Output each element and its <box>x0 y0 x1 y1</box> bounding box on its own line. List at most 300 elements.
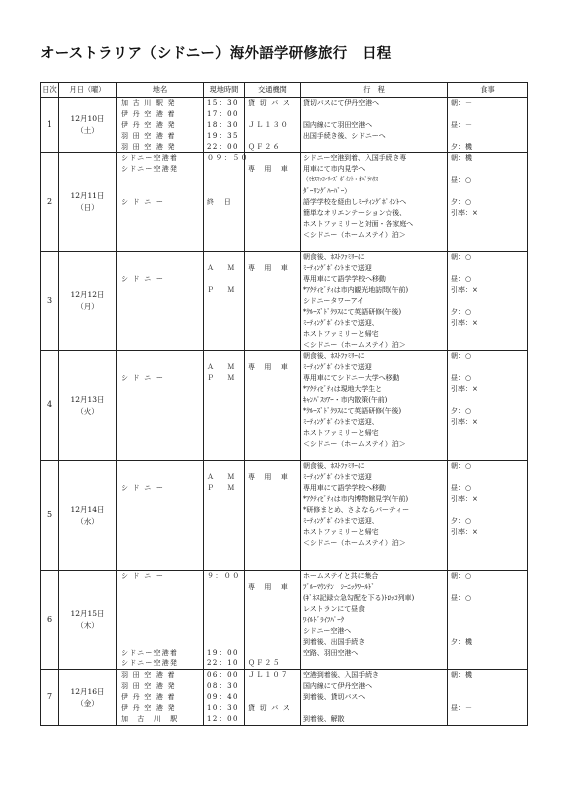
day-date-cell <box>59 670 117 725</box>
itinerary-line: ＜シドニー（ホームステイ）泊＞ <box>303 439 406 448</box>
itinerary-line: ホームステイと共に集合 <box>303 572 379 581</box>
time-line: 終 日 <box>207 198 233 207</box>
itinerary-line: ＜シドニー（ホームステイ）泊＞ <box>303 340 406 349</box>
transport-line <box>245 318 300 329</box>
time-line: Ｐ Ｍ <box>207 484 236 493</box>
itinerary-cell <box>301 571 448 670</box>
meal-line: 昼：－ <box>451 120 472 129</box>
place-line <box>117 340 203 351</box>
place-line <box>117 626 203 637</box>
time-line <box>204 626 244 637</box>
place-line <box>117 428 203 439</box>
time-line <box>204 296 244 307</box>
itinerary-cell <box>301 252 448 351</box>
itinerary-line: ｷｬﾝﾊﾟｽﾂｱｰ・市内散策(午前) <box>303 396 388 405</box>
itinerary-line: ﾐｰﾃｨﾝｸﾞﾎﾟｲﾝﾄまで送迎 <box>303 363 372 372</box>
day-number: 5 <box>41 461 59 571</box>
place-line: シドニー空港着 <box>121 154 179 163</box>
place-line: 羽 田 空 港 発 <box>121 682 176 691</box>
itinerary-line: ﾐｰﾃｨﾝｸﾞﾎﾟｲﾝﾄまで送迎 <box>303 264 372 273</box>
day-date: 12月12日 <box>70 290 105 300</box>
meal-line: 夕：○ <box>451 406 472 415</box>
place-line <box>117 208 203 219</box>
day-row <box>41 670 528 725</box>
meal-line: 昼：○ <box>451 594 472 603</box>
place-line: 伊 丹 空 港 着 <box>121 109 176 118</box>
header-row <box>41 83 528 98</box>
place-cell <box>117 571 204 670</box>
time-line <box>204 384 244 395</box>
itinerary-line: ホストファミリーと帰宅 <box>303 329 379 338</box>
day-weekday: （土） <box>76 126 99 136</box>
time-line: 17：00 <box>207 109 239 118</box>
meal-line <box>448 450 527 461</box>
time-line <box>204 186 244 197</box>
place-line: 伊 丹 空 港 着 <box>121 693 176 702</box>
itinerary-line: *研修まとめ、さよならパーティー <box>303 505 410 514</box>
time-line <box>204 318 244 329</box>
meals-cell <box>448 571 528 670</box>
time-line <box>204 406 244 417</box>
itinerary-line: 出国手続き後、シドニーへ <box>303 131 386 140</box>
meal-line: 朝：機 <box>451 154 472 163</box>
transport-cell <box>245 98 301 153</box>
place-cell <box>117 461 204 571</box>
itinerary-line: *ｱｸﾃｨﾋﾞﾃｨは市内観光地訪問(午前) <box>303 286 408 295</box>
itinerary-line: ﾐｰﾃｨﾝｸﾞﾎﾟｲﾝﾄまで送迎、 <box>303 318 379 327</box>
time-cell <box>204 252 245 351</box>
transport-line <box>245 450 300 461</box>
place-line <box>117 329 203 340</box>
transport-line <box>245 153 300 164</box>
itinerary-cell <box>301 351 448 461</box>
transport-cell <box>245 252 301 351</box>
transport-line <box>245 571 300 582</box>
transport-cell <box>245 351 301 461</box>
itinerary-line: 専用車にて語学学校へ移動 <box>303 275 386 284</box>
transport-line <box>245 252 300 263</box>
transport-line <box>245 197 300 208</box>
meal-line: 引率：× <box>451 417 478 426</box>
meal-line <box>448 505 527 516</box>
place-cell <box>117 153 204 252</box>
time-line: ０９：５０ <box>207 154 249 163</box>
place-line: 加 古 川 駅 <box>121 714 179 723</box>
meal-line: 夕：○ <box>451 307 472 316</box>
meal-line: 朝：○ <box>451 462 472 471</box>
place-line: 羽 田 空 港 着 <box>121 671 176 680</box>
time-line <box>204 450 244 461</box>
meal-line <box>448 428 527 439</box>
time-line: Ａ Ｍ <box>207 363 236 372</box>
meals-cell <box>448 670 528 725</box>
place-line <box>117 527 203 538</box>
transport-line <box>245 648 300 659</box>
meal-line: 引率：× <box>451 286 478 295</box>
meal-line <box>448 626 527 637</box>
transport-line: 専 用 車 <box>248 363 289 372</box>
place-line <box>117 417 203 428</box>
place-line <box>117 450 203 461</box>
header-local-time: 現地時間 <box>204 83 245 98</box>
itinerary-cell <box>301 153 448 252</box>
time-line: Ｐ Ｍ <box>207 374 236 383</box>
transport-line <box>245 395 300 406</box>
time-line <box>204 549 244 560</box>
transport-line <box>245 461 300 472</box>
transport-line <box>245 483 300 494</box>
itinerary-line: ﾐｰﾃｨﾝｸﾞﾎﾟｲﾝﾄまで送迎、 <box>303 516 379 525</box>
time-line: 19：00 <box>207 648 239 657</box>
itinerary-line <box>301 549 447 560</box>
meals-cell <box>448 153 528 252</box>
transport-line: ＪＬ１３０ <box>248 120 289 129</box>
meals-cell <box>448 351 528 461</box>
transport-line <box>245 604 300 615</box>
day-weekday: （火） <box>76 406 99 416</box>
day-date: 12月16日 <box>70 686 105 696</box>
day-weekday: （水） <box>76 516 99 526</box>
itinerary-line <box>301 703 447 714</box>
itinerary-line: シドニータワーアイ <box>303 297 364 306</box>
place-line <box>117 439 203 450</box>
day-date-cell <box>59 461 117 571</box>
day-number: 7 <box>41 670 59 725</box>
meal-line <box>448 692 527 703</box>
time-line <box>204 175 244 186</box>
transport-line <box>245 384 300 395</box>
meal-line <box>448 164 527 175</box>
time-line <box>204 241 244 252</box>
itinerary-line: 空港到着後、入国手続き <box>303 671 379 680</box>
transport-cell <box>245 571 301 670</box>
place-line: 伊 丹 空 港 発 <box>121 120 176 129</box>
itinerary-line: (ｷﾞﾈｽ記録☆急勾配を下る)ﾄﾛｯｺ列車) <box>303 594 415 603</box>
meal-line <box>448 340 527 351</box>
itinerary-line <box>301 658 447 669</box>
itinerary-line <box>301 109 447 120</box>
transport-line: 専 用 車 <box>248 264 289 273</box>
transport-line: 貸 切 バ ス <box>248 99 292 107</box>
transport-line <box>245 428 300 439</box>
meal-line <box>448 109 527 120</box>
time-line <box>204 329 244 340</box>
day-number: 3 <box>41 252 59 351</box>
meal-line: 夕：機 <box>451 637 472 646</box>
itinerary-line: 朝食後、ﾎｽﾄﾌｧﾐﾘｰに <box>303 253 365 262</box>
time-line <box>204 395 244 406</box>
transport-line <box>245 175 300 186</box>
itinerary-line: ﾀﾞｰﾘﾝｸﾞﾊｰﾊﾞｰ） <box>303 187 351 196</box>
schedule-table <box>40 82 528 726</box>
time-cell <box>204 571 245 670</box>
itinerary-line: *ｸﾙｰｽﾞﾄﾞｸﾗｽにて英語研修(午後) <box>303 406 402 415</box>
schedule-body <box>41 98 528 726</box>
day-number: 2 <box>41 153 59 252</box>
day-row <box>41 351 528 461</box>
transport-line <box>245 219 300 230</box>
transport-line <box>245 373 300 384</box>
time-cell <box>204 351 245 461</box>
place-line <box>117 252 203 263</box>
day-date: 12月11日 <box>70 191 105 201</box>
time-line <box>204 252 244 263</box>
time-line: 09：40 <box>207 693 239 702</box>
meal-line <box>448 604 527 615</box>
transport-line <box>245 296 300 307</box>
transport-line <box>245 559 300 570</box>
transport-line: 専 用 車 <box>248 583 289 592</box>
day-row <box>41 571 528 670</box>
meal-line <box>448 559 527 570</box>
time-line: ９：００ <box>207 572 241 581</box>
meal-line: 朝：○ <box>451 572 472 581</box>
time-cell <box>204 461 245 571</box>
place-line: シ ド ニ ー <box>121 374 165 383</box>
time-line <box>204 615 244 626</box>
transport-line: ＱＦ２６ <box>248 142 281 151</box>
day-number: 6 <box>41 571 59 670</box>
transport-line <box>245 494 300 505</box>
itinerary-line: ﾐｰﾃｨﾝｸﾞﾎﾟｲﾝﾄまで送迎 <box>303 473 372 482</box>
itinerary-cell <box>301 461 448 571</box>
place-line <box>117 395 203 406</box>
meal-line: 朝：○ <box>451 352 472 361</box>
transport-line <box>245 681 300 692</box>
meal-line: 昼：－ <box>451 703 472 712</box>
time-line <box>204 516 244 527</box>
place-line <box>117 582 203 593</box>
meal-line <box>448 230 527 241</box>
meal-line: 引率：× <box>451 385 478 394</box>
place-line <box>117 384 203 395</box>
header-meals: 食事 <box>448 83 528 98</box>
place-line: シ ド ニ ー <box>121 198 165 207</box>
place-cell <box>117 670 204 725</box>
transport-line <box>245 131 300 142</box>
day-weekday: （日） <box>76 203 99 213</box>
time-line: 22：10 <box>207 659 239 668</box>
place-line <box>117 175 203 186</box>
time-line: 15：30 <box>207 99 239 107</box>
itinerary-line: 到着後、解散 <box>303 714 345 723</box>
transport-line <box>245 109 300 120</box>
place-line: シ ド ニ ー <box>121 572 165 581</box>
itinerary-line <box>301 559 447 570</box>
transport-line <box>245 593 300 604</box>
transport-line <box>245 439 300 450</box>
header-date: 月日（曜） <box>59 83 117 98</box>
transport-line <box>245 274 300 285</box>
itinerary-line: シドニー空港へ <box>303 626 352 635</box>
time-line <box>204 164 244 175</box>
transport-line <box>245 538 300 549</box>
day-weekday: （月） <box>76 302 99 312</box>
itinerary-line: 空路、羽田空港へ <box>303 648 359 657</box>
itinerary-line: 国内線にて伊丹空港へ <box>303 682 372 691</box>
meals-cell <box>448 252 528 351</box>
time-line: Ａ Ｍ <box>207 473 236 482</box>
place-line <box>117 362 203 373</box>
itinerary-line: *ｸﾙｰｽﾞﾄﾞｸﾗｽにて英語研修(午後) <box>303 307 402 316</box>
itinerary-cell <box>301 98 448 153</box>
itinerary-line: ﾌﾞﾙｰﾏｳﾝﾃﾝ ｼｰﾆｯｸﾜｰﾙﾄﾞ <box>303 583 375 592</box>
itinerary-line: 専用車にて語学学校へ移動 <box>303 484 386 493</box>
time-line <box>204 208 244 219</box>
place-line <box>117 230 203 241</box>
transport-line: 専 用 車 <box>248 473 289 482</box>
meal-line: 夕：○ <box>451 198 472 207</box>
time-line <box>204 274 244 285</box>
itinerary-line: 簡単なオリエンテーション☆後、 <box>303 208 407 217</box>
meal-line <box>448 362 527 373</box>
place-line <box>117 296 203 307</box>
place-line <box>117 406 203 417</box>
time-cell <box>204 153 249 252</box>
meal-line: 引率：× <box>451 527 478 536</box>
header-itinerary: 行 程 <box>301 83 448 98</box>
place-line: シドニー空港発 <box>121 659 179 668</box>
header-day-number: 日次 <box>41 83 59 98</box>
place-line <box>117 615 203 626</box>
time-line: 06：00 <box>207 671 239 680</box>
itinerary-line: （ﾐｾｽﾏｯｺｰﾘｰｽﾞ ﾎﾟｲﾝﾄ・ｵﾍﾟﾗﾊｳｽ <box>303 177 378 184</box>
transport-line <box>245 637 300 648</box>
meal-line <box>448 658 527 669</box>
meal-line <box>448 681 527 692</box>
itinerary-line: 専用車にてシドニー大学へ移動 <box>303 374 400 383</box>
meal-line: 昼：○ <box>451 484 472 493</box>
meals-cell <box>448 461 528 571</box>
transport-cell <box>245 670 301 725</box>
header-place: 地名 <box>117 83 204 98</box>
transport-line <box>245 527 300 538</box>
document-title: オーストラリア（シドニー）海外語学研修旅行 日程 <box>40 46 392 62</box>
itinerary-line: 朝食後、ﾎｽﾄﾌｧﾐﾘｰに <box>303 462 365 471</box>
place-line <box>117 549 203 560</box>
place-line: シ ド ニ ー <box>121 484 165 493</box>
day-number: 4 <box>41 351 59 461</box>
meal-line <box>448 395 527 406</box>
itinerary-line: シドニー空港到着、入国手続き専 <box>303 154 407 163</box>
meal-line <box>448 131 527 142</box>
place-line: 羽 田 空 港 発 <box>121 142 176 151</box>
place-line <box>117 219 203 230</box>
place-line <box>117 637 203 648</box>
transport-line <box>245 417 300 428</box>
place-cell <box>117 98 204 153</box>
transport-cell <box>245 461 301 571</box>
itinerary-line: ホストファミリーと帰宅 <box>303 527 379 536</box>
meal-line: 昼：○ <box>451 374 472 383</box>
transport-line <box>245 615 300 626</box>
meal-line <box>448 472 527 483</box>
day-weekday: （木） <box>76 621 99 631</box>
meal-line: 夕：○ <box>451 516 472 525</box>
meal-line: 引率：× <box>451 318 478 327</box>
meal-line <box>448 648 527 659</box>
time-line <box>204 230 244 241</box>
itinerary-line: 国内線にて羽田空港へ <box>303 120 372 129</box>
itinerary-line: 用車にて市内見学へ <box>303 165 366 174</box>
day-number: 1 <box>41 98 59 153</box>
transport-line: 貸 切 バ ス <box>248 703 292 712</box>
transport-line <box>245 208 300 219</box>
day-weekday: （金） <box>76 698 99 708</box>
place-line: 伊 丹 空 港 発 <box>121 703 176 712</box>
itinerary-line: ホストファミリーと対面・各家庭へ <box>303 219 414 228</box>
day-date-cell <box>59 153 117 252</box>
time-line: 18：30 <box>207 120 239 129</box>
transport-line: ＪＬ１０７ <box>248 671 289 680</box>
time-cell <box>204 98 245 153</box>
time-line <box>204 340 244 351</box>
time-line <box>204 428 244 439</box>
transport-line <box>245 505 300 516</box>
transport-line <box>245 406 300 417</box>
time-line: Ｐ Ｍ <box>207 286 236 295</box>
time-line: 22：00 <box>207 142 239 151</box>
meal-line: 引率：× <box>451 208 478 217</box>
place-line <box>117 559 203 570</box>
day-date: 12月13日 <box>70 394 105 404</box>
time-line <box>204 593 244 604</box>
time-line: 08：30 <box>207 682 239 691</box>
time-line: 12：00 <box>207 714 239 723</box>
transport-line: ＱＦ２５ <box>248 659 281 668</box>
transport-line <box>245 241 300 252</box>
meal-line: 朝：○ <box>451 253 472 262</box>
meal-line: 昼：○ <box>451 275 472 284</box>
place-line <box>117 186 203 197</box>
transport-line <box>245 351 300 362</box>
place-line <box>117 307 203 318</box>
itinerary-line: レストランにて昼食 <box>303 604 365 613</box>
transport-line <box>245 692 300 703</box>
place-line <box>117 241 203 252</box>
place-line: シドニー空港発 <box>121 165 179 174</box>
time-line <box>204 527 244 538</box>
meal-line: 引率：× <box>451 495 478 504</box>
place-line <box>117 472 203 483</box>
meal-line <box>448 615 527 626</box>
time-line <box>204 505 244 516</box>
transport-line <box>245 230 300 241</box>
place-line: 加 古 川 駅 発 <box>121 99 176 107</box>
itinerary-line: 到着後、貸切バスへ <box>303 693 366 702</box>
meal-line: 昼：○ <box>451 176 472 185</box>
time-cell <box>204 670 245 725</box>
day-row <box>41 461 528 571</box>
place-line: シドニー空港着 <box>121 648 179 657</box>
itinerary-line <box>301 450 447 461</box>
transport-line: 専 用 車 <box>248 165 289 174</box>
itinerary-line: ホストファミリーと帰宅 <box>303 428 379 437</box>
transport-line <box>245 714 300 725</box>
time-line <box>204 604 244 615</box>
transport-line <box>245 516 300 527</box>
meal-line <box>448 186 527 197</box>
itinerary-line: ＜シドニー（ホームステイ）泊＞ <box>303 538 406 547</box>
meal-line <box>448 263 527 274</box>
day-row <box>41 252 528 351</box>
time-line <box>204 538 244 549</box>
day-row <box>41 98 528 153</box>
header-transport: 交通機関 <box>245 83 301 98</box>
day-row <box>41 153 528 252</box>
transport-line <box>245 626 300 637</box>
place-line <box>117 505 203 516</box>
